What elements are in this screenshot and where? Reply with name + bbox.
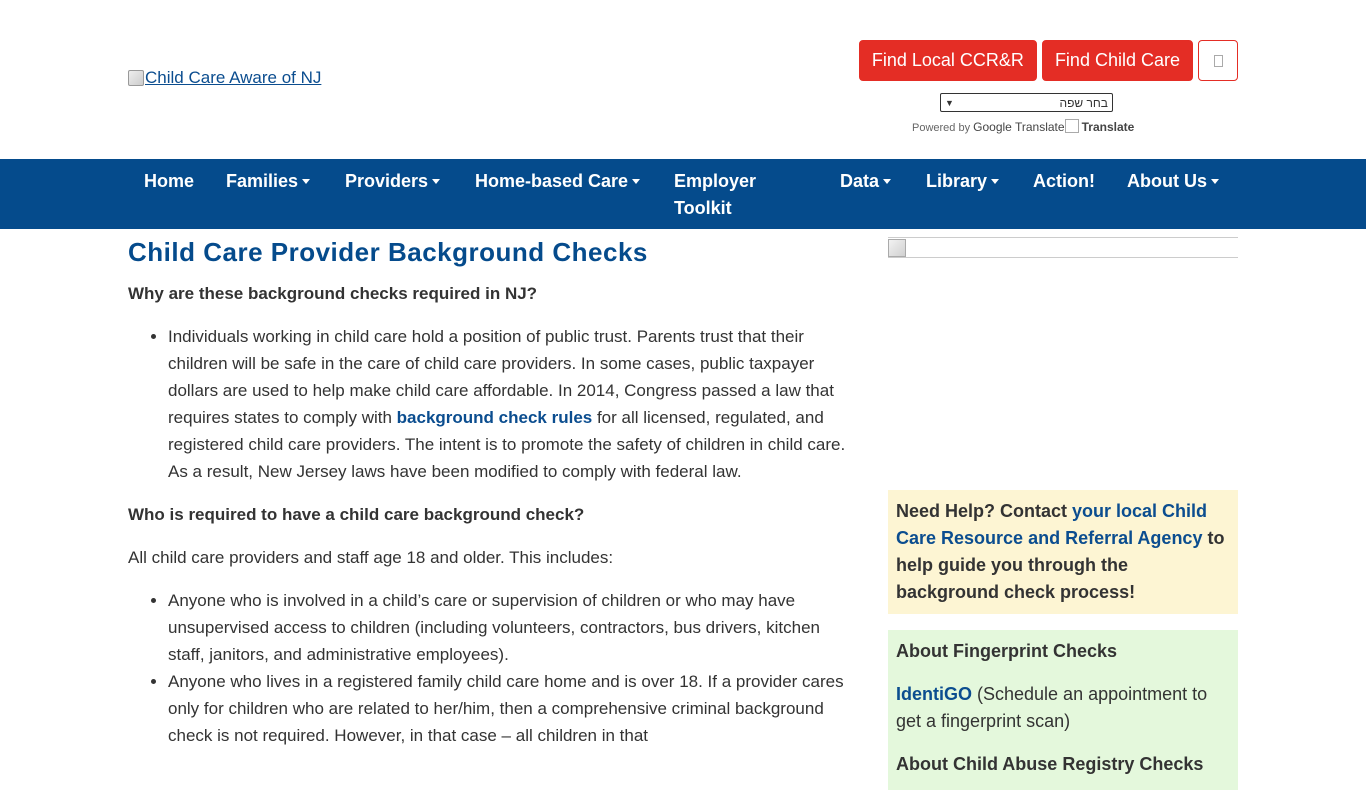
- site-header: [0, 0, 1366, 159]
- list-item-text: Individuals working in child care hold a position of public trust. Parents trust that their children will be safe in the care of child care providers. In some cases, public taxpayer dollars are used to help make child care affordable. In 2014, Congress passed a law that requires states to comply with: [168, 327, 834, 427]
- nav-home[interactable]: Home: [144, 171, 195, 191]
- sidebar-image: [888, 237, 1238, 258]
- identigo-link[interactable]: IdentiGO: [896, 684, 972, 704]
- background-check-rules-link[interactable]: background check rules: [396, 408, 593, 427]
- nav-library[interactable]: [926, 168, 999, 195]
- resources-box: [888, 630, 1238, 790]
- main-content: [128, 229, 856, 749]
- google-translate-widget: [912, 93, 1142, 134]
- question-why: Why are these background checks required in NJ?: [128, 284, 538, 303]
- top-buttons: [859, 40, 1238, 81]
- translate-link[interactable]: Translate: [1081, 120, 1135, 134]
- powered-by: [912, 119, 1142, 134]
- nav-employer-line1: Employer: [674, 171, 757, 191]
- powered-by-label: Powered by: [912, 122, 971, 134]
- nav-employer-toolkit[interactable]: [674, 168, 756, 222]
- nav-about-us[interactable]: [1127, 168, 1219, 195]
- help-text: Need Help? Contact: [896, 501, 1073, 521]
- find-ccrr-button[interactable]: Find Local CCR&R: [859, 40, 1037, 81]
- list-item: • Anyone who is involved in a child’s care or supervision of children or who may have unsupervised access to children (including volunteers, contractors, bus drivers, kitchen staff, janitors, and administrative employees).: [168, 587, 856, 668]
- nav-library-label: Library: [926, 171, 988, 191]
- help-text: to help guide you through the background check process!: [896, 528, 1225, 602]
- translate-image-icon: [1065, 119, 1079, 133]
- page-title: Child Care Provider Background Checks: [128, 237, 648, 267]
- nav-data-label: Data: [840, 171, 880, 191]
- who-intro: All child care providers and staff age 18 and older. This includes:: [128, 548, 614, 567]
- find-child-care-button[interactable]: Find Child Care: [1042, 40, 1193, 81]
- why-list: [128, 323, 856, 485]
- language-select[interactable]: [940, 93, 1113, 112]
- broken-image-icon: [128, 70, 144, 86]
- question-who: Who is required to have a child care background check?: [128, 505, 585, 524]
- who-list: [128, 587, 856, 749]
- help-box: [888, 490, 1238, 614]
- nav-action[interactable]: Action!: [1033, 171, 1095, 191]
- nav-data[interactable]: [840, 168, 891, 195]
- nav-home-based-label: Home-based Care: [475, 171, 629, 191]
- broken-image-icon: [888, 239, 906, 257]
- search-icon: [1214, 55, 1223, 67]
- list-item: • Anyone who lives in a registered family child care home and is over 18. If a provider cares only for children who are related to her/him, then a comprehensive criminal background check is not required. However, in that case – all children in that: [168, 668, 856, 749]
- nav-employer-line2: Toolkit: [674, 198, 732, 218]
- chevron-down-icon: ▼: [945, 97, 954, 108]
- search-toggle-button[interactable]: [1198, 40, 1238, 81]
- identigo-text: (Schedule an appointment to get a fingerprint scan): [896, 684, 1208, 731]
- fingerprint-heading: About Fingerprint Checks: [896, 641, 1118, 661]
- list-item: [168, 323, 856, 485]
- abuse-registry-heading: About Child Abuse Registry Checks: [896, 754, 1204, 774]
- nav-about-label: About Us: [1127, 171, 1207, 191]
- identigo-line: [896, 681, 1230, 735]
- nav-home-based-care[interactable]: [475, 168, 640, 195]
- google-translate-label: Google Translate: [973, 120, 1065, 134]
- nav-providers-label: Providers: [345, 171, 429, 191]
- nav-families-label: Families: [226, 171, 299, 191]
- nav-providers[interactable]: [345, 168, 440, 195]
- list-item-text: for all licensed, regulated, and registered child care providers. The intent is to promote the safety of children in child care. As a result, New Jersey laws have been modified to comply with federal law.: [168, 408, 846, 481]
- language-select-value: בחר שפה: [1059, 95, 1108, 110]
- main-nav: [0, 159, 1366, 229]
- logo-alt-text: Child Care Aware of NJ: [145, 68, 322, 87]
- local-ccrr-link[interactable]: your local Child Care Resource and Referral Agency: [896, 501, 1208, 548]
- logo-link[interactable]: [128, 68, 321, 88]
- nav-families[interactable]: [226, 168, 310, 195]
